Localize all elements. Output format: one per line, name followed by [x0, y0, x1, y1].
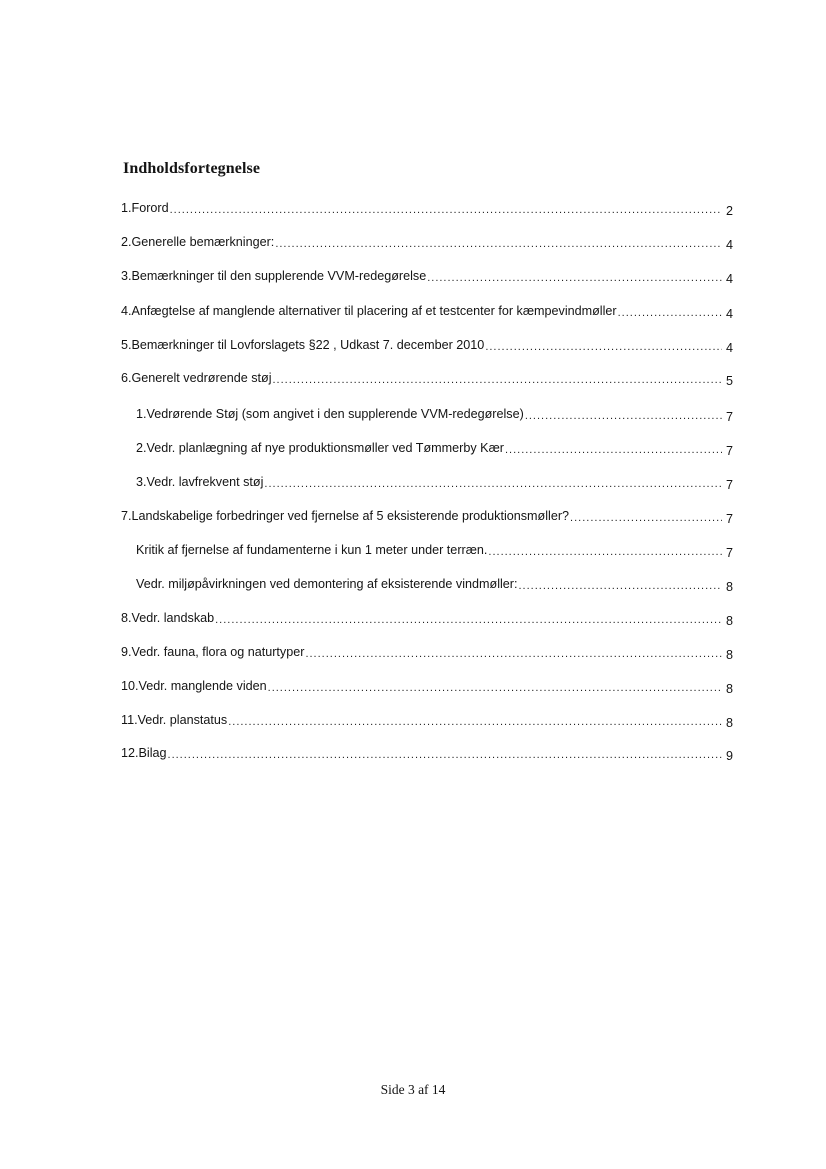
toc-subentry[interactable] — [136, 406, 733, 423]
toc-entry-page: 8 — [725, 716, 733, 730]
toc-entry-label: 3.Bemærkninger til den supplerende VVM-redegørelse — [121, 269, 427, 283]
toc-entry-page: 2 — [725, 204, 733, 218]
toc-entry-page: 7 — [725, 410, 733, 424]
toc-leader-dots — [275, 236, 722, 252]
toc-heading: Indholdsfortegnelse — [123, 160, 261, 177]
toc-entry-page: 7 — [725, 478, 733, 492]
toc-leader-dots — [268, 680, 722, 696]
toc-entry-page: 4 — [725, 307, 733, 321]
toc-entry-label: 2.Vedr. planlægning af nye produktionsmøller ved Tømmerby Kær — [136, 441, 504, 455]
toc-leader-dots — [488, 544, 722, 560]
toc-entry[interactable] — [121, 303, 733, 320]
toc-entry[interactable] — [121, 268, 733, 285]
toc-entry-label: Vedr. miljøpåvirkningen ved demontering af eksisterende vindmøller: — [136, 577, 518, 591]
toc-entry[interactable] — [121, 234, 733, 251]
toc-entry-label: 7.Landskabelige forbedringer ved fjernelse af 5 eksisterende produktionsmøller? — [121, 509, 570, 523]
toc-entry-page: 8 — [725, 648, 733, 662]
toc-leader-dots — [215, 612, 722, 628]
toc-entry-label: 3.Vedr. lavfrekvent støj — [136, 475, 264, 489]
toc-entry-page: 8 — [725, 682, 733, 696]
toc-entry[interactable] — [121, 610, 733, 627]
toc-subentry[interactable] — [136, 440, 733, 457]
toc-entry-page: 5 — [725, 374, 733, 388]
toc-leader-dots — [228, 714, 722, 730]
toc-entry-label: 11.Vedr. planstatus — [121, 713, 228, 727]
toc-entry-page: 8 — [725, 614, 733, 628]
toc-leader-dots — [618, 305, 722, 321]
toc-entry-page: 7 — [725, 512, 733, 526]
toc-leader-dots — [519, 578, 723, 594]
toc-entry[interactable] — [121, 508, 733, 525]
toc-entry-label: 8.Vedr. landskab — [121, 611, 215, 625]
toc-entry-label: 5.Bemærkninger til Lovforslagets §22 , Udkast 7. december 2010 — [121, 338, 485, 352]
toc-entry-label: Kritik af fjernelse af fundamenterne i kun 1 meter under terræn. — [136, 543, 488, 557]
toc-entry-page: 7 — [725, 546, 733, 560]
toc-entry[interactable] — [121, 712, 733, 729]
toc-leader-dots — [427, 270, 722, 286]
toc-entry-page: 4 — [725, 272, 733, 286]
toc-subentry[interactable] — [136, 576, 733, 593]
toc-subentry[interactable] — [136, 542, 733, 559]
toc-subentry[interactable] — [136, 474, 733, 491]
toc-entry-label: 4.Anfægtelse af manglende alternativer til placering af et testcenter for kæmpevindmøller — [121, 304, 617, 318]
toc-entry-page: 4 — [725, 341, 733, 355]
toc-entry[interactable] — [121, 337, 733, 354]
toc-leader-dots — [525, 408, 722, 424]
toc-entry[interactable] — [121, 745, 733, 762]
toc-entry-page: 8 — [725, 580, 733, 594]
toc-leader-dots — [485, 339, 722, 355]
toc-entry[interactable] — [121, 370, 733, 387]
toc-leader-dots — [168, 747, 722, 763]
toc-leader-dots — [273, 372, 723, 388]
toc-entry-page: 9 — [725, 749, 733, 763]
toc-entry-label: 10.Vedr. manglende viden — [121, 679, 267, 693]
toc-entry[interactable] — [121, 678, 733, 695]
toc-entry-label: 2.Generelle bemærkninger: — [121, 235, 275, 249]
toc-entry-page: 4 — [725, 238, 733, 252]
toc-entry-label: 12.Bilag — [121, 746, 167, 760]
toc-entry-label: 1.Forord — [121, 201, 169, 215]
page-number-footer: Side 3 af 14 — [380, 1082, 446, 1097]
toc-leader-dots — [570, 510, 722, 526]
toc-leader-dots — [264, 476, 722, 492]
toc-entry-label: 9.Vedr. fauna, flora og naturtyper — [121, 645, 305, 659]
toc-leader-dots — [305, 646, 722, 662]
toc-entry-page: 7 — [725, 444, 733, 458]
toc-entry-label: 6.Generelt vedrørende støj — [121, 371, 272, 385]
toc-entry[interactable] — [121, 200, 733, 217]
toc-entry[interactable] — [121, 644, 733, 661]
toc-entry-label: 1.Vedrørende Støj (som angivet i den supplerende VVM-redegørelse) — [136, 407, 524, 421]
toc-leader-dots — [505, 442, 722, 458]
toc-leader-dots — [170, 202, 722, 218]
